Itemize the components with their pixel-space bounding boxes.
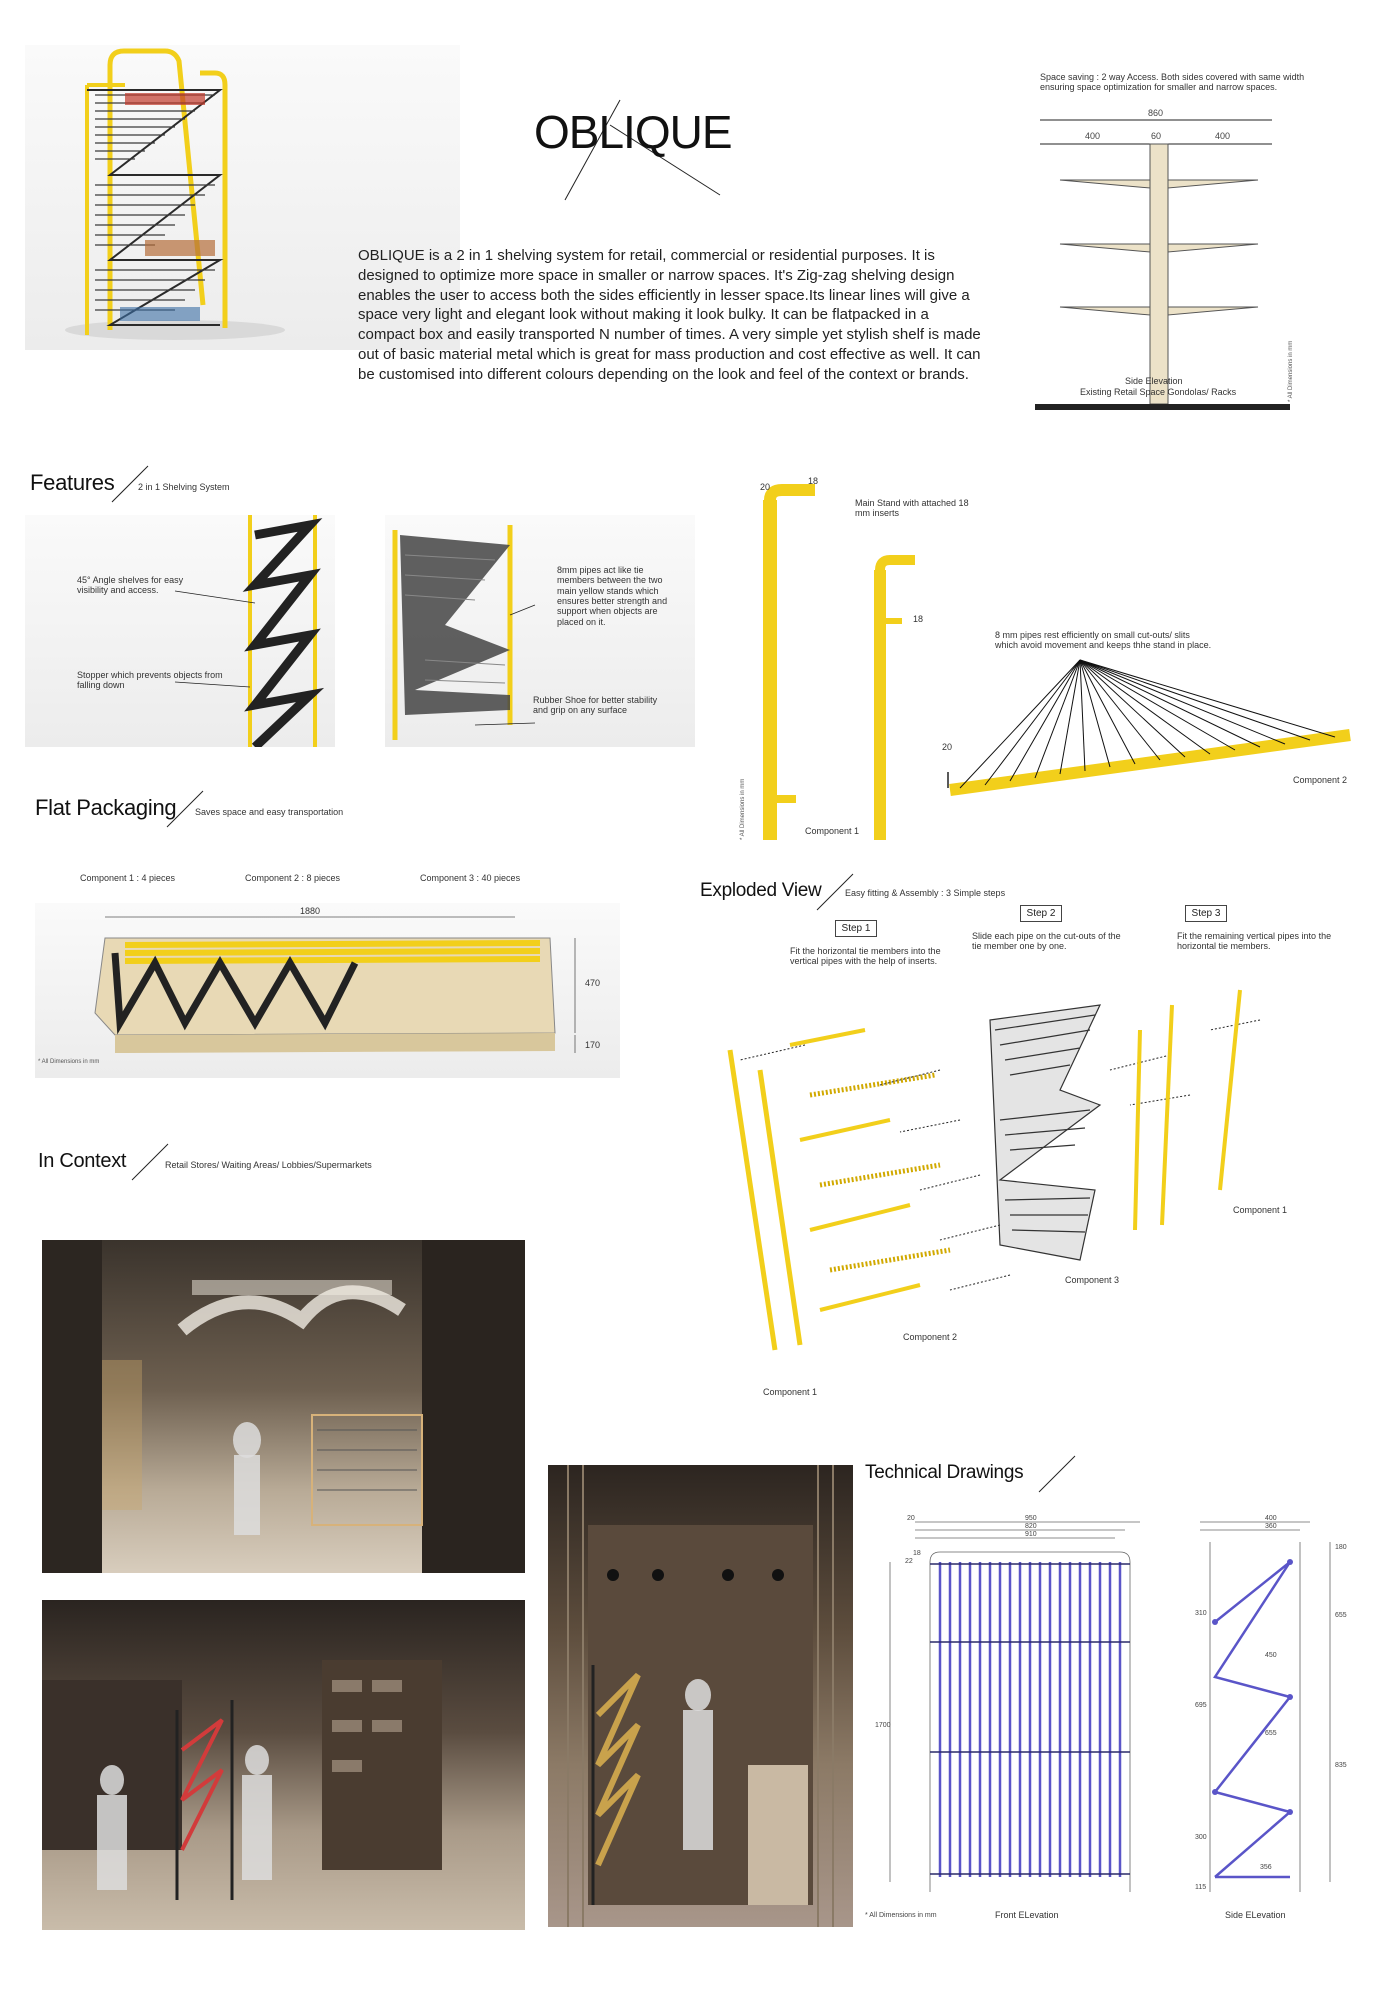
side-dim-d10: 115 [1195,1884,1207,1891]
callout-lines [25,515,335,747]
side-elevation-drawing [1190,1502,1380,1902]
side-elevation-section [1030,72,1380,412]
feature-render-2 [385,515,695,747]
step-3-text: Fit the remaining vertical pipes into the horizontal tie members. [1177,931,1332,952]
note-angle: 45° Angle shelves for easy visibility and access. [77,575,184,596]
dim-18-side: 18 [913,614,924,624]
note-pipes: 8mm pipes act like tie members between the two main yellow stands which ensures better strength and support when objects are placed on it. [557,565,668,627]
component-2-label: Component 2 [1293,775,1348,785]
side-dim-d2: 310 [1195,1610,1207,1617]
features-title: Features [30,470,115,495]
front-dim-left2: 18 [913,1550,921,1557]
vertical-dim-note: * All Dimensions in mm [740,778,746,840]
dim-height: 170 [585,1040,601,1050]
title-block [520,95,760,205]
front-dim-w1: 20 [907,1515,915,1522]
in-context-subtitle: Retail Stores/ Waiting Areas/ Lobbies/Supermarkets [165,1160,372,1170]
flat-box-drawing [35,903,620,1078]
in-context-section [38,1150,538,1190]
side-dim-d6: 655 [1265,1730,1277,1737]
flat-packaging-section [35,795,625,1085]
dim-18-top: 18 [808,476,819,486]
component-drawings [730,470,1380,850]
front-elevation-caption: Front ELevation [995,1910,1059,1920]
technical-title: Technical Drawings [865,1462,1024,1483]
technical-section [865,1462,1385,1932]
side-dim-d1: 180 [1335,1544,1347,1551]
context-photo-menswear [42,1600,525,1930]
features-subtitle: 2 in 1 Shelving System [138,482,230,492]
step-1-box: Step 1 [835,920,877,937]
note-stopper: Stopper which prevents objects from falling down [77,670,223,691]
front-dim-w4: 910 [1025,1531,1037,1538]
side-dim-d8: 300 [1195,1834,1207,1841]
flat-packaging-subtitle: Saves space and easy transportation [195,807,344,817]
dim-vertical-note: * All Dimensions in mm [1288,340,1294,402]
note-rubber: Rubber Shoe for better stability and grip on any surface [533,695,658,716]
front-dim-w3: 820 [1025,1523,1037,1530]
boutique-scene [548,1465,853,1927]
step-1-text: Fit the horizontal tie members into the vertical pipes with the help of inserts. [790,946,941,967]
dim-length: 1880 [300,906,321,916]
step-2-text: Slide each pipe on the cut-outs of the tie member one by one. [972,931,1121,952]
side-dim-d4: 450 [1265,1652,1277,1659]
pipes-note: 8 mm pipes rest efficiently on small cut-outs/ slits which avoid movement and keeps thhe stand in place. [995,630,1212,651]
flat-packaging-title: Flat Packaging [35,795,177,820]
side-dim-d3: 655 [1335,1612,1347,1619]
side-elevation-caption: Side Elevation [1125,376,1183,386]
exploded-subtitle: Easy fitting & Assembly : 3 Simple steps [845,888,1006,898]
side-dim-d9: 356 [1260,1864,1272,1871]
side-dim-d5: 695 [1195,1702,1207,1709]
comp2-count: Component 2 : 8 pieces [245,873,341,883]
dim-center: 60 [1151,131,1162,141]
side-elevation-note: Space saving : 2 way Access. Both sides covered with same width ensuring space optimization for smaller and narrow spaces. [1040,72,1305,93]
front-dim-left1: 22 [905,1558,913,1565]
component-3-label: Component 3 [1065,1275,1120,1285]
existing-racks-caption: Existing Retail Space Gondolas/ Racks [1080,387,1237,397]
component-1-left: Component 1 [763,1387,818,1397]
step-3-box: Step 3 [1185,905,1227,922]
dim-width: 470 [585,978,601,988]
side-dim-top: 400 [1265,1515,1277,1522]
component-1-right: Component 1 [1233,1205,1288,1215]
context-photo-boutique [548,1465,853,1927]
feature-render-1 [25,515,335,747]
technical-dim-note: * All Dimensions in mm [865,1912,937,1919]
front-dim-height: 1700 [875,1722,891,1729]
comp1-count: Component 1 : 4 pieces [80,873,176,883]
section-slash [1037,1454,1077,1494]
exploded-title: Exploded View [700,880,822,901]
exploded-drawing [700,880,1380,1420]
dim-20-comp2: 20 [942,742,953,752]
side-dim-inner: 360 [1265,1523,1277,1530]
lobby-scene [42,1240,525,1573]
side-elevation-caption-tech: Side ELevation [1225,1910,1286,1920]
side-dim-d7: 835 [1335,1762,1347,1769]
front-dim-w2: 950 [1025,1515,1037,1522]
section-slash [130,1142,170,1182]
exploded-section [700,880,1380,1420]
dim-right: 400 [1215,131,1231,141]
context-photo-lobby [42,1240,525,1573]
dim-20-top: 20 [760,482,771,492]
description: OBLIQUE is a 2 in 1 shelving system for retail, commercial or residential purposes. It is designed to optimize more space in smaller or narrow spaces. It's Zig-zag shelving design enables the user to access both the sides efficiently in lesser space.Its linear lines will give a space very light and elegant look without making it look bulky. It can be flatpacked in a compact box and easily transported N number of times. A very simple yet stylish shelf is made out of basic material metal which is great for mass production and cost effective as well. It can be customised into different colours depending on the look and feel of the context or brands. [358,247,981,383]
step-2-box: Step 2 [1020,905,1062,922]
gondola-drawing [1030,102,1380,412]
comp3-count: Component 3 : 40 pieces [420,873,521,883]
page-title: OBLIQUE [534,106,732,158]
dim-total: 860 [1148,108,1164,118]
dim-unit-note: * All Dimensions in mm [38,1059,100,1065]
main-stand-note: Main Stand with attached 18 mm inserts [855,498,969,519]
flat-box-render [35,903,620,1078]
component-2-label: Component 2 [903,1332,958,1342]
in-context-title: In Context [38,1150,127,1172]
component-1-label: Component 1 [805,826,860,836]
components-section [730,470,1380,850]
menswear-scene [42,1600,525,1930]
dim-left: 400 [1085,131,1101,141]
